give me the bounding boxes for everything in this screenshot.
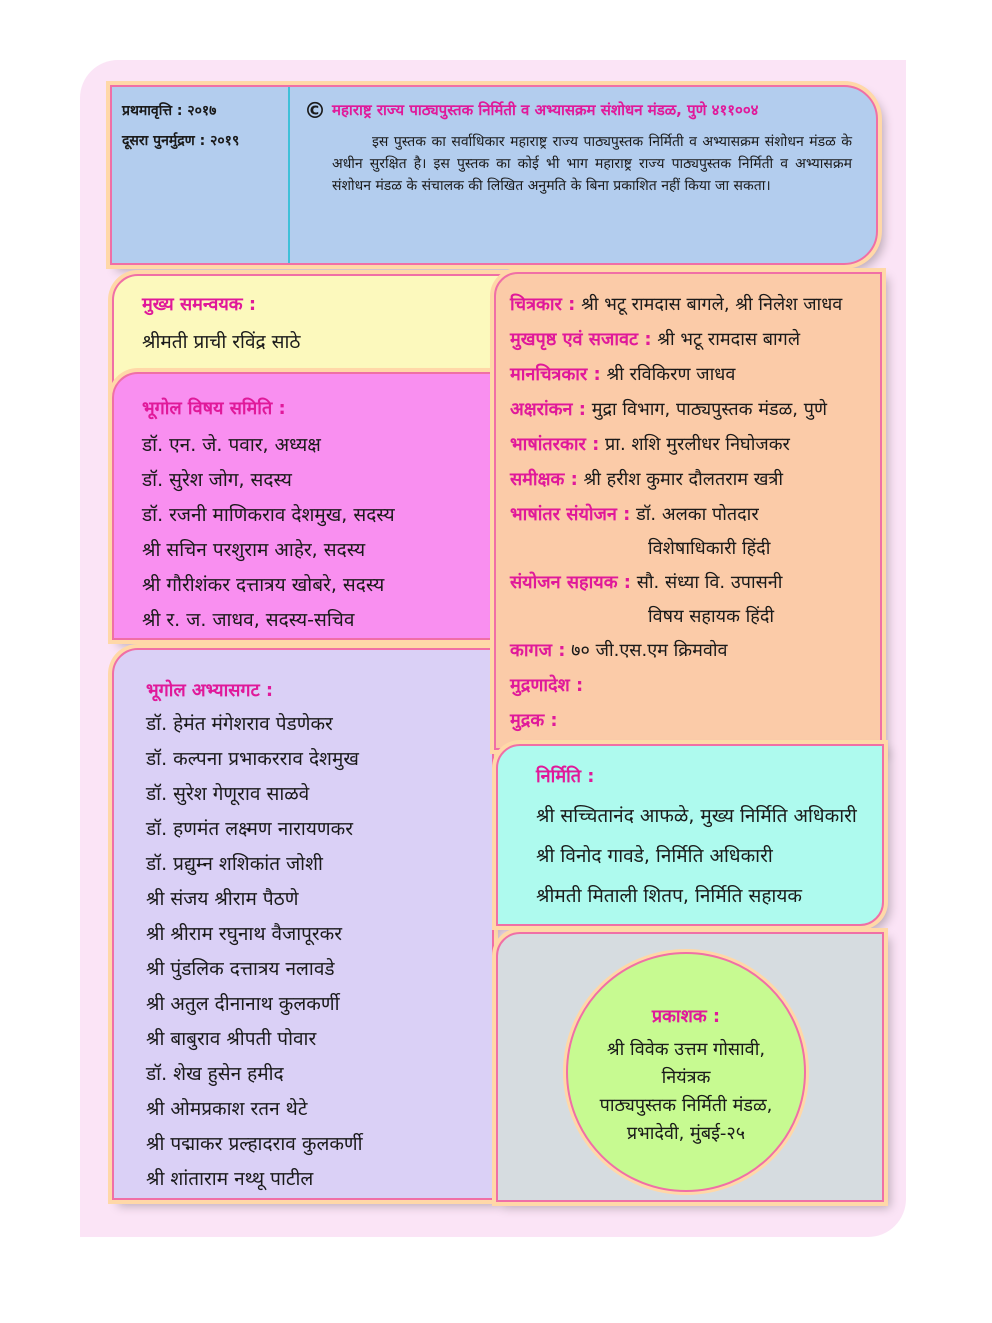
coordinator-heading: मुख्य समन्वयक :: [142, 294, 257, 315]
coordinator-name: श्रीमती प्राची रविंद्र साठे: [142, 331, 301, 353]
paper-line: [510, 638, 728, 662]
committee-member: डॉ. रजनी माणिकराव देशमुख, सदस्य: [142, 504, 395, 526]
committee-member: डॉ. सुरेश जोग, सदस्य: [142, 469, 292, 491]
study-group-member: श्री श्रीराम रघुनाथ वैजापूरकर: [146, 923, 343, 945]
committee-member: श्री गौरीशंकर दत्तात्रय खोबरे, सदस्य: [142, 574, 385, 596]
reviewer-label: समीक्षक :: [510, 469, 578, 490]
study-group-member: श्री बाबुराव श्रीपती पोवार: [146, 1028, 317, 1050]
reviewer-value: श्री हरीश कुमार दौलतराम खत्री: [577, 469, 784, 490]
translator-label: भाषांतरकार :: [510, 434, 600, 455]
coordination-assistant-label: संयोजन सहायक :: [510, 572, 631, 593]
typeset-line: [510, 397, 827, 421]
paper-label: कागज :: [510, 640, 566, 661]
illustrator-line: [510, 292, 842, 316]
publisher-heading: प्रकाशक :: [651, 1006, 721, 1027]
translation-coordination-role: विशेषाधिकारी हिंदी: [648, 538, 771, 559]
production-box: [496, 744, 884, 926]
study-group-member: डॉ. हेमंत मंगेशराव पेडणेकर: [146, 713, 333, 735]
cover-label: मुखपृष्ठ एवं सजावट :: [510, 329, 652, 350]
production-member: श्री विनोद गावडे, निर्मिति अधिकारी: [536, 845, 773, 867]
reviewer-line: [510, 467, 783, 491]
study-group-box: [112, 648, 494, 1200]
copyright-title-line: [304, 99, 758, 124]
committee-member: डॉ. एन. जे. पवार, अध्यक्ष: [142, 434, 321, 456]
committee-member: श्री र. ज. जाधव, सदस्य-सचिव: [142, 609, 355, 631]
production-heading: निर्मिति :: [536, 766, 595, 787]
study-group-member: डॉ. प्रद्युम्न शशिकांत जोशी: [146, 853, 323, 875]
study-group-member: डॉ. सुरेश गेणूराव साळवे: [146, 783, 310, 805]
cartographer-line: [510, 362, 735, 386]
copyright-header: [110, 85, 878, 265]
subject-committee-box: [112, 372, 507, 640]
coordination-assistant-line: [510, 570, 782, 594]
translator-line: [510, 432, 790, 456]
coordination-assistant-role: विषय सहायक हिंदी: [648, 606, 775, 627]
translation-coordination-value: डॉ. अलका पोतदार: [630, 504, 759, 525]
first-edition: प्रथमावृत्ति : २०१७: [122, 103, 217, 119]
study-group-member: श्री ओमप्रकाश रतन थेटे: [146, 1098, 308, 1120]
publisher-box: [496, 932, 884, 1202]
study-group-member: डॉ. शेख हुसेन हमीद: [146, 1063, 284, 1085]
divider: [288, 87, 290, 263]
study-group-heading: भूगोल अभ्यासगट :: [146, 680, 274, 701]
publisher-line: प्रभादेवी, मुंबई-२५: [626, 1123, 746, 1144]
production-member: श्रीमती मिताली शितप, निर्मिति सहायक: [536, 885, 802, 907]
study-group-member: श्री शांताराम नथ्थू पाटील: [146, 1168, 314, 1190]
typeset-label: अक्षरांकन :: [510, 399, 586, 420]
credits-box: [494, 272, 882, 750]
typeset-value: मुद्रा विभाग, पाठ्यपुस्तक मंडळ, पुणे: [585, 399, 827, 420]
copyright-text: इस पुस्तक का सर्वाधिकार महाराष्ट्र राज्य पाठ्यपुस्तक निर्मिती व अभ्यासक्रम संशोधन मंडळ के अधीन सुरक्षित है। इस पुस्तक का कोई भी भाग महाराष्ट्र राज्य पाठ्यपुस्तक निर्मिती व अभ्यासक्रम संशोधन मंडळ के संचालक की लिखित अनुमति के बिना प्रकाशित नहीं किया जा सकता।: [332, 134, 852, 194]
study-group-member: श्री अतुल दीनानाथ कुलकर्णी: [146, 993, 340, 1015]
study-group-member: डॉ. हणमंत लक्ष्मण नारायणकर: [146, 818, 353, 840]
publisher-line: श्री विवेक उत्तम गोसावी,: [606, 1039, 766, 1060]
committee-heading: भूगोल विषय समिति :: [142, 398, 286, 419]
publisher-line: पाठ्यपुस्तक निर्मिती मंडळ,: [599, 1095, 773, 1116]
copyright-icon: ©: [304, 99, 326, 124]
study-group-member: श्री पुंडलिक दत्तात्रय नलावडे: [146, 958, 335, 980]
study-group-member: श्री संजय श्रीराम पैठणे: [146, 888, 299, 910]
illustrator-value: श्री भटू रामदास बागले, श्री निलेश जाधव: [575, 294, 843, 315]
cover-line: [510, 327, 800, 351]
publisher-circle: [566, 952, 806, 1192]
cover-value: श्री भटू रामदास बागले: [651, 329, 801, 350]
translator-value: प्रा. शशि मुरलीधर निघोजकर: [599, 434, 790, 455]
translation-coordination-line: [510, 502, 759, 526]
production-member: श्री सच्चितानंद आफळे, मुख्य निर्मिति अधिकारी: [536, 805, 857, 827]
cartographer-label: मानचित्रकार :: [510, 364, 601, 385]
copyright-title: महाराष्ट्र राज्य पाठ्यपुस्तक निर्मिती व अभ्यासक्रम संशोधन मंडळ, पुणे ४११००४: [332, 101, 759, 119]
publisher-line: नियंत्रक: [661, 1067, 711, 1088]
printer-label: मुद्रक :: [510, 710, 558, 731]
study-group-member: डॉ. कल्पना प्रभाकरराव देशमुख: [146, 748, 359, 770]
study-group-member: श्री पद्माकर प्रल्हादराव कुलकर्णी: [146, 1133, 363, 1155]
illustrator-label: चित्रकार :: [510, 294, 576, 315]
translation-coordination-label: भाषांतर संयोजन :: [510, 504, 631, 525]
paper-value: ७० जी.एस.एम क्रिमवोव: [565, 640, 728, 661]
coordination-assistant-value: सौ. संध्या वि. उपासनी: [631, 572, 783, 593]
cartographer-value: श्री रविकिरण जाधव: [600, 364, 736, 385]
reprint-edition: दूसरा पुनर्मुद्रण : २०१९: [122, 133, 240, 149]
committee-member: श्री सचिन परशुराम आहेर, सदस्य: [142, 539, 366, 561]
print-order-label: मुद्रणादेश :: [510, 675, 584, 696]
